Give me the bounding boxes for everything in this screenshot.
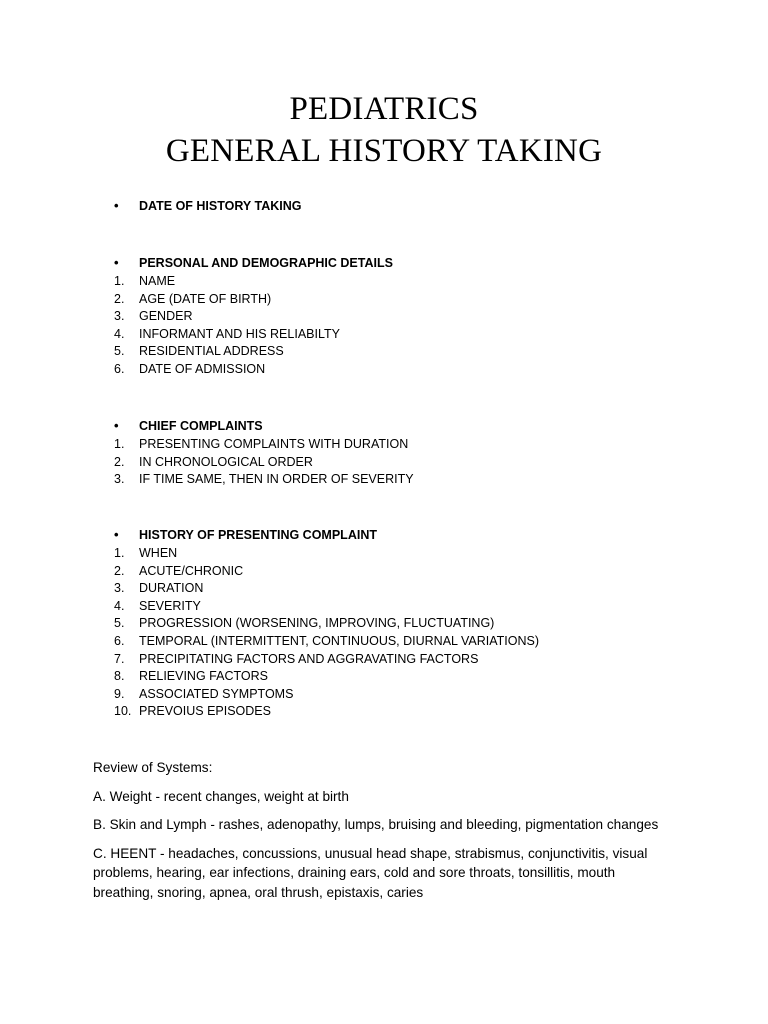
list-item <box>114 436 714 454</box>
list-item <box>114 361 714 379</box>
list-item <box>114 343 714 361</box>
numbered-list <box>114 436 714 489</box>
list-item <box>114 471 714 489</box>
title-line-1: PEDIATRICS <box>289 91 479 127</box>
item-text: PREVOIUS EPISODES <box>139 704 271 719</box>
item-text: TEMPORAL (INTERMITTENT, CONTINUOUS, DIURNAL VARIATIONS) <box>139 633 540 648</box>
item-text: INFORMANT AND HIS RELIABILTY <box>139 326 340 341</box>
item-text: RESIDENTIAL ADDRESS <box>139 344 284 359</box>
numbered-list <box>114 273 714 379</box>
bullet-icon: • <box>114 198 119 213</box>
list-item <box>114 651 714 669</box>
section-heading-text: DATE OF HISTORY TAKING <box>139 199 302 213</box>
item-number: 8. <box>114 669 125 684</box>
item-number: 4. <box>114 598 125 613</box>
section-date-of-history <box>114 196 714 216</box>
list-item <box>114 580 714 598</box>
list-item <box>114 703 714 721</box>
bullet-icon: • <box>114 255 119 270</box>
item-number: 3. <box>114 581 125 596</box>
item-number: 9. <box>114 686 125 701</box>
item-text: WHEN <box>139 546 178 560</box>
item-number: 6. <box>114 361 125 376</box>
section-heading <box>114 525 714 545</box>
item-number: 1. <box>114 437 125 451</box>
section-chief-complaints <box>114 416 714 489</box>
item-number: 6. <box>114 633 125 648</box>
item-text: IF TIME SAME, THEN IN ORDER OF SEVERITY <box>139 472 414 487</box>
list-item <box>114 633 714 651</box>
section-history-of-presenting-complaint <box>114 525 714 721</box>
title-line-2: GENERAL HISTORY TAKING <box>165 133 603 169</box>
list-item <box>114 686 714 704</box>
item-text: PRECIPITATING FACTORS AND AGGRAVATING FACTORS <box>139 651 479 666</box>
list-item <box>114 598 714 616</box>
section-heading-text: HISTORY OF PRESENTING COMPLAINT <box>139 528 377 542</box>
item-text: ACUTE/CHRONIC <box>139 563 244 578</box>
list-item <box>114 668 714 686</box>
item-number: 10. <box>114 704 132 719</box>
list-item <box>114 545 714 563</box>
item-number: 5. <box>114 616 125 631</box>
review-title: Review of Systems: <box>93 760 213 775</box>
item-number: 2. <box>114 454 125 469</box>
list-item <box>114 326 714 344</box>
section-heading-text: PERSONAL AND DEMOGRAPHIC DETAILS <box>139 256 393 270</box>
list-item <box>114 563 714 581</box>
list-item <box>114 291 714 309</box>
item-number: 3. <box>114 309 125 324</box>
item-text: IN CHRONOLOGICAL ORDER <box>139 454 313 469</box>
item-number: 7. <box>114 651 125 666</box>
document-title <box>0 88 768 172</box>
item-number: 3. <box>114 472 125 487</box>
numbered-list <box>114 545 714 721</box>
item-number: 2. <box>114 291 125 306</box>
item-number: 4. <box>114 326 125 341</box>
list-item <box>114 308 714 326</box>
review-paragraph-skin: B. Skin and Lymph - rashes, adenopathy, lumps, bruising and bleeding, pigmentation changes <box>93 817 659 832</box>
bullet-icon: • <box>114 527 119 542</box>
section-heading <box>114 196 714 216</box>
item-text: SEVERITY <box>139 598 201 613</box>
item-text: DATE OF ADMISSION <box>139 361 266 376</box>
list-item <box>114 273 714 291</box>
review-paragraph-heent: C. HEENT - headaches, concussions, unusual head shape, strabismus, conjunctivitis, visual problems, hearing, ear infections, draining ears, cold and sore throats, tonsillitis, mouth breathing, snoring, apnea, oral thrush, epistaxis, caries <box>93 845 648 900</box>
item-number: 2. <box>114 563 125 578</box>
item-number: 1. <box>114 274 125 288</box>
item-text: NAME <box>139 274 176 288</box>
item-text: ASSOCIATED SYMPTOMS <box>139 686 294 701</box>
item-text: PRESENTING COMPLAINTS WITH DURATION <box>139 437 409 451</box>
list-item <box>114 454 714 472</box>
item-text: AGE (DATE OF BIRTH) <box>139 291 272 306</box>
section-heading <box>114 253 714 273</box>
section-heading <box>114 416 714 436</box>
review-of-systems <box>93 758 673 911</box>
item-number: 5. <box>114 344 125 359</box>
item-text: RELIEVING FACTORS <box>139 669 268 684</box>
bullet-icon: • <box>114 418 119 433</box>
section-heading-text: CHIEF COMPLAINTS <box>139 419 263 433</box>
item-text: GENDER <box>139 309 193 324</box>
item-number: 1. <box>114 546 125 560</box>
item-text: PROGRESSION (WORSENING, IMPROVING, FLUCTUATING) <box>139 616 495 631</box>
item-text: DURATION <box>139 581 204 596</box>
list-item <box>114 615 714 633</box>
section-personal-details <box>114 253 714 379</box>
review-paragraph-weight: A. Weight - recent changes, weight at birth <box>93 788 349 804</box>
